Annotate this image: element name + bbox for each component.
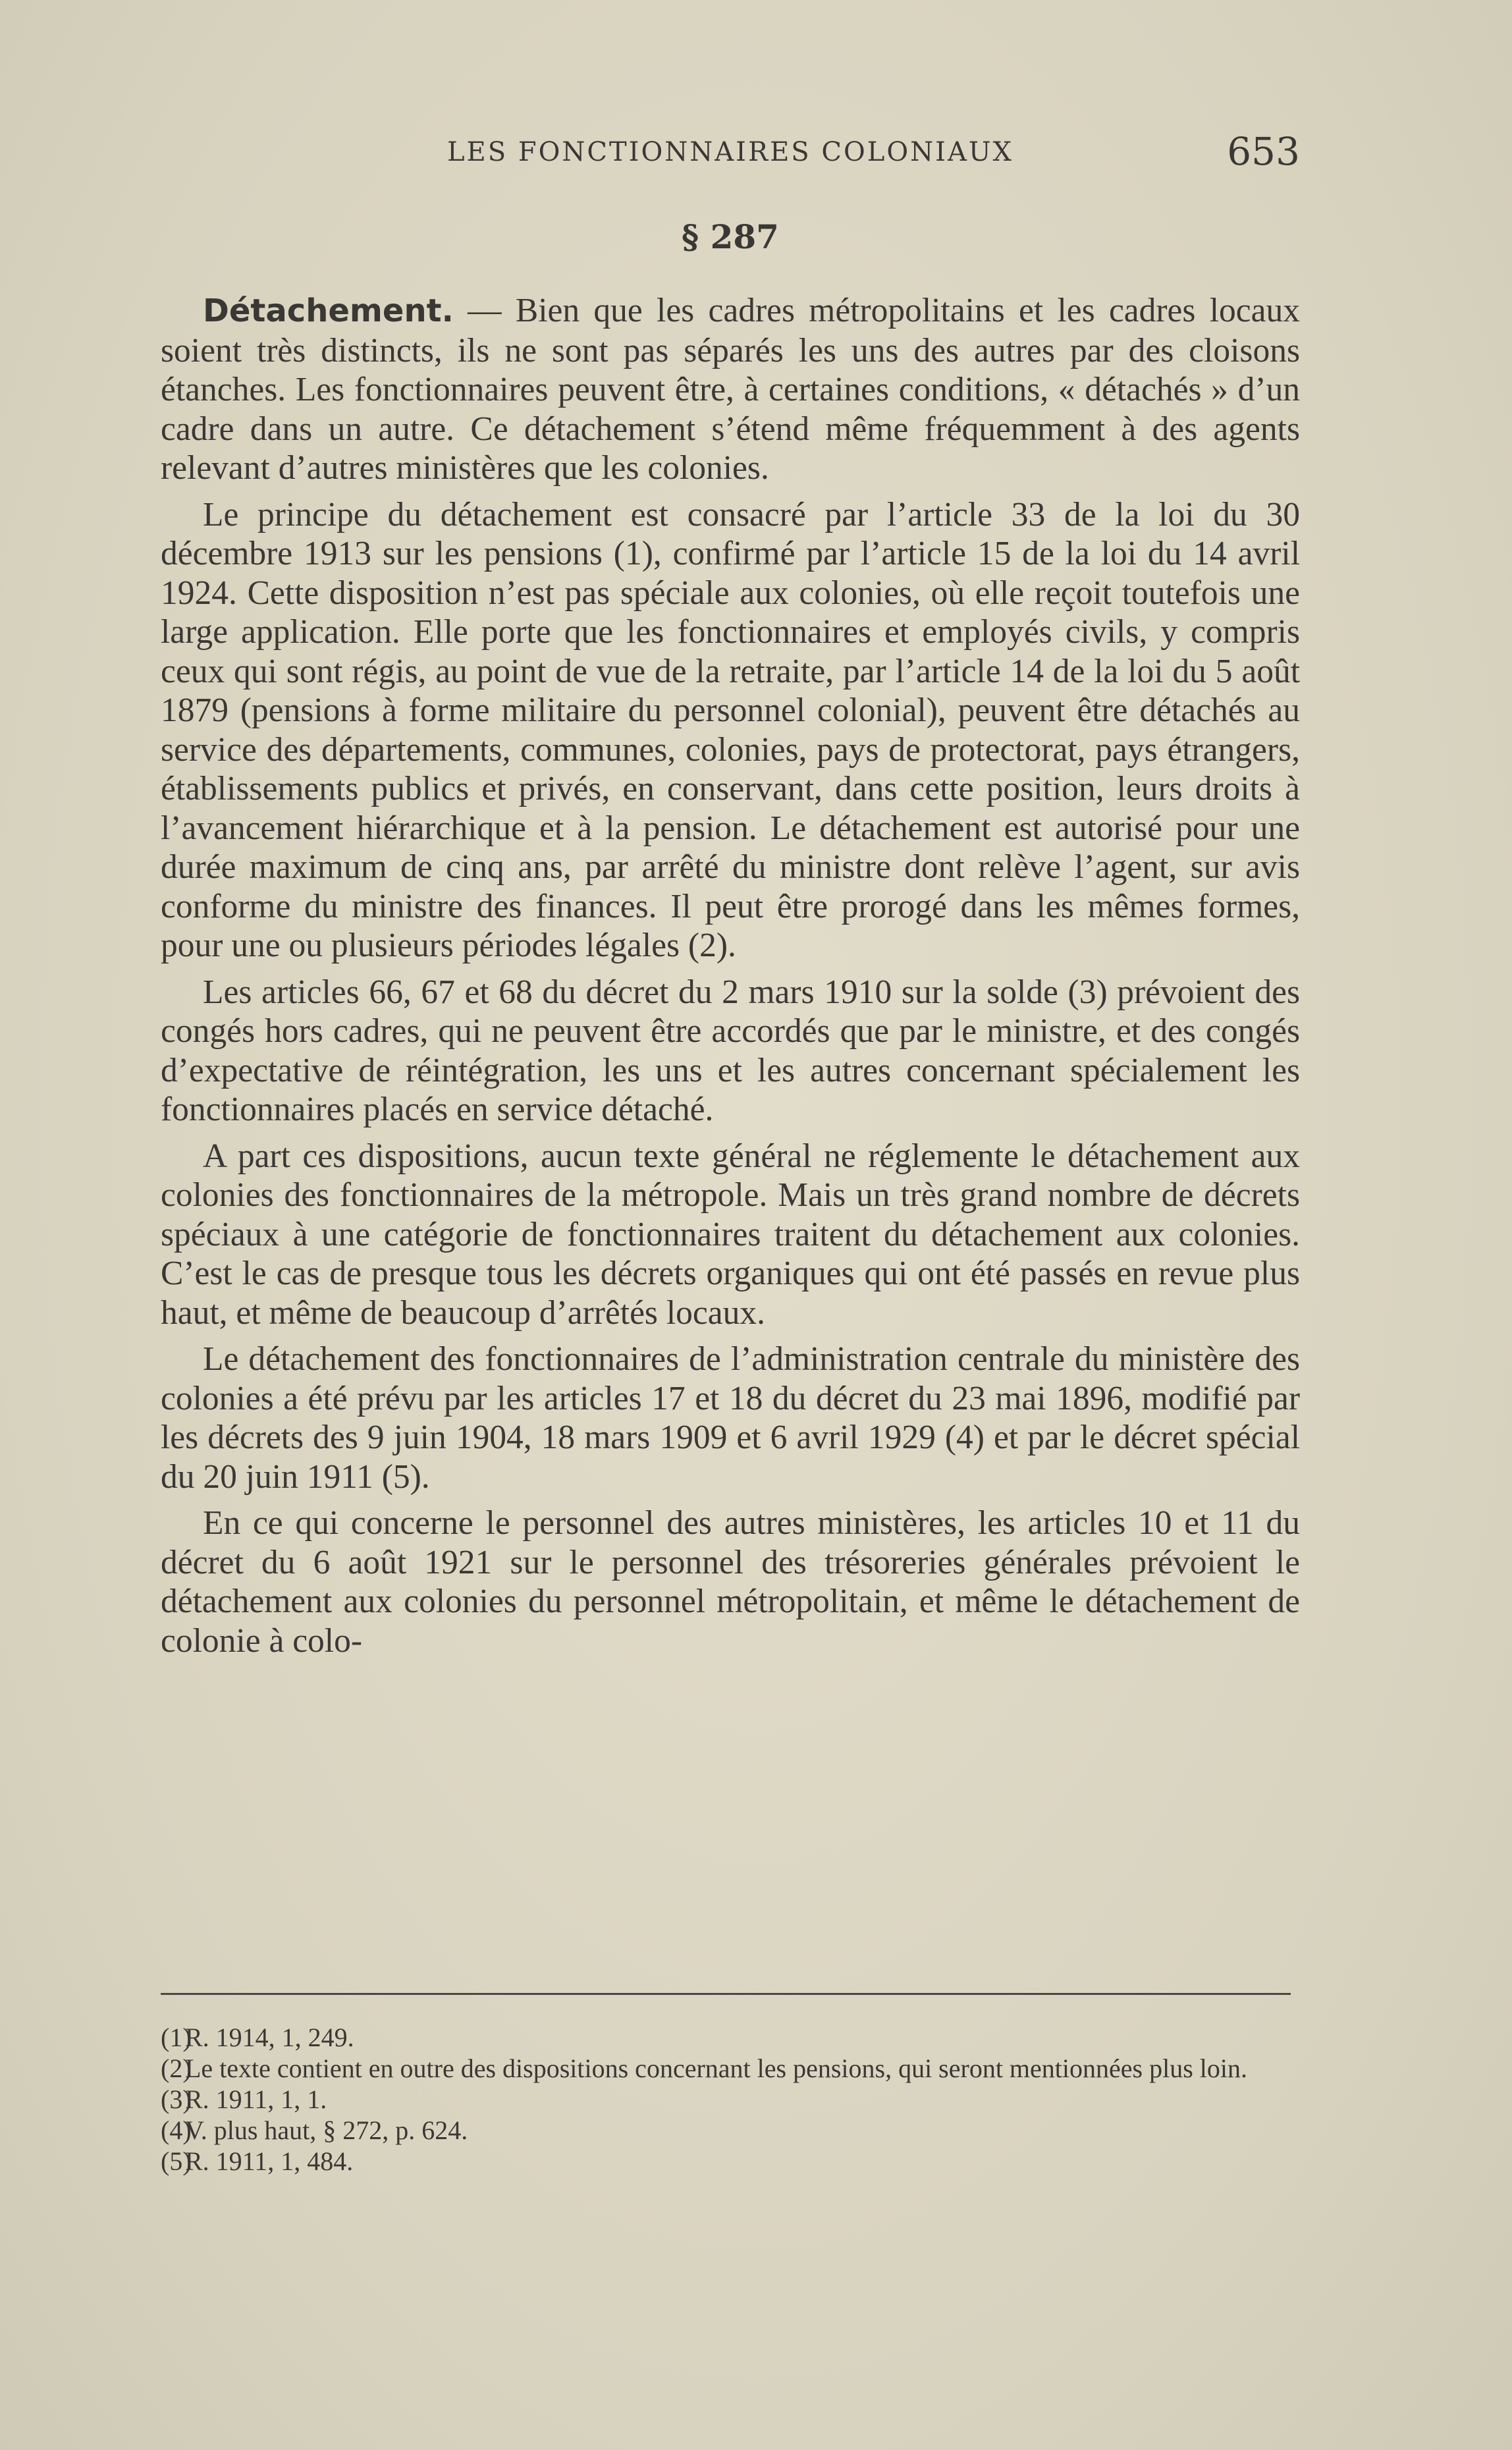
footnote [161, 2084, 1300, 2115]
paragraph: Le détachement des fonctionnaires de l’administration centrale du ministère des colonies a été prévu par les articles 17 et 18 du décret du 23 mai 1896, modifié par les décrets des 9 juin 1904, 18 mars 1909 et 6 avril 1929 (4) et par le décret spécial du 20 juin 1911 (5). [161, 1340, 1300, 1496]
footnote [161, 2146, 1300, 2177]
footnote-mark: (4) [161, 2115, 192, 2145]
paragraph-text: — Bien que les cadres métropolitains et les cadres locaux soient très distincts, ils ne sont pas séparés les uns des autres par des cloisons étanches. Les fonctionnaires peuvent être, à certaines conditions, « détachés » d’un cadre dans un autre. Ce détachement s’étend même fréquemment à des agents relevant d’autres ministères que les colonies. [161, 292, 1300, 487]
paragraph: Le principe du détachement est consacré par l’article 33 de la loi du 30 décembre 1913 sur les pensions (1), confirmé par l’article 15 de la loi du 14 avril 1924. Cette disposition n’est pas spéciale aux colonies, où elle reçoit toutefois une large application. Elle porte que les fonctionnaires et employés civils, y compris ceux qui sont régis, au point de vue de la retraite, par l’article 14 de la loi du 5 août 1879 (pensions à forme militaire du personnel colonial), peuvent être détachés au service des départements, communes, colonies, pays de protectorat, pays étrangers, établissements publics et privés, en conservant, dans cette position, leurs droits à l’avancement hiérarchique et à la pension. Le détachement est autorisé pour une durée maximum de cinq ans, par arrêté du ministre dont relève l’agent, sur avis conforme du ministre des finances. Il peut être prorogé dans les mêmes formes, pour une ou plusieurs périodes légales (2). [161, 495, 1300, 964]
paragraph [161, 291, 1300, 488]
paragraph: Les articles 66, 67 et 68 du décret du 2 mars 1910 sur la solde (3) prévoient des congés hors cadres, qui ne peuvent être accordés que par le ministre, et des congés d’expectative de réintégration, les uns et les autres concernant spécialement les fonctionnaires placés en service détaché. [161, 973, 1300, 1128]
footnotes [161, 2022, 1300, 2177]
footnote-text: R. 1911, 1, 1. [185, 2084, 327, 2114]
footnote-text: R. 1911, 1, 484. [185, 2146, 354, 2176]
footnote-mark: (5) [161, 2146, 192, 2176]
footnote [161, 2053, 1300, 2084]
running-head [161, 129, 1300, 175]
lead-term: Détachement. [203, 292, 454, 329]
footnote-divider [161, 1993, 1291, 1995]
footnote-mark: (2) [161, 2054, 192, 2083]
footnote-mark: (1) [161, 2023, 192, 2052]
page-number: 653 [1227, 129, 1300, 174]
footnote-text: R. 1914, 1, 249. [185, 2023, 354, 2052]
body-text [161, 291, 1300, 1668]
footnote-text: Le texte contient en outre des dispositions concernant les pensions, qui seront mentionnées plus loin. [185, 2054, 1248, 2083]
running-title: LES FONCTIONNAIRES COLONIAUX [446, 137, 1014, 167]
footnote [161, 2115, 1300, 2146]
footnote-text: V. plus haut, § 272, p. 624. [185, 2115, 468, 2145]
paragraph: En ce qui concerne le personnel des autres ministères, les articles 10 et 11 du décret du 6 août 1921 sur le personnel des trésoreries générales prévoient le détachement aux colonies du personnel métropolitain, et même le détachement de colonie à colo- [161, 1504, 1300, 1660]
footnote [161, 2022, 1300, 2053]
section-heading: § 287 [682, 217, 779, 256]
paragraph: A part ces dispositions, aucun texte général ne réglemente le détachement aux colonies des fonctionnaires de la métropole. Mais un très grand nombre de décrets spéciaux à une catégorie de fonctionnaires traitent du détachement aux colonies. C’est le cas de presque tous les décrets organiques qui ont été passés en revue plus haut, et même de beaucoup d’arrêtés locaux. [161, 1137, 1300, 1332]
footnote-mark: (3) [161, 2084, 192, 2114]
